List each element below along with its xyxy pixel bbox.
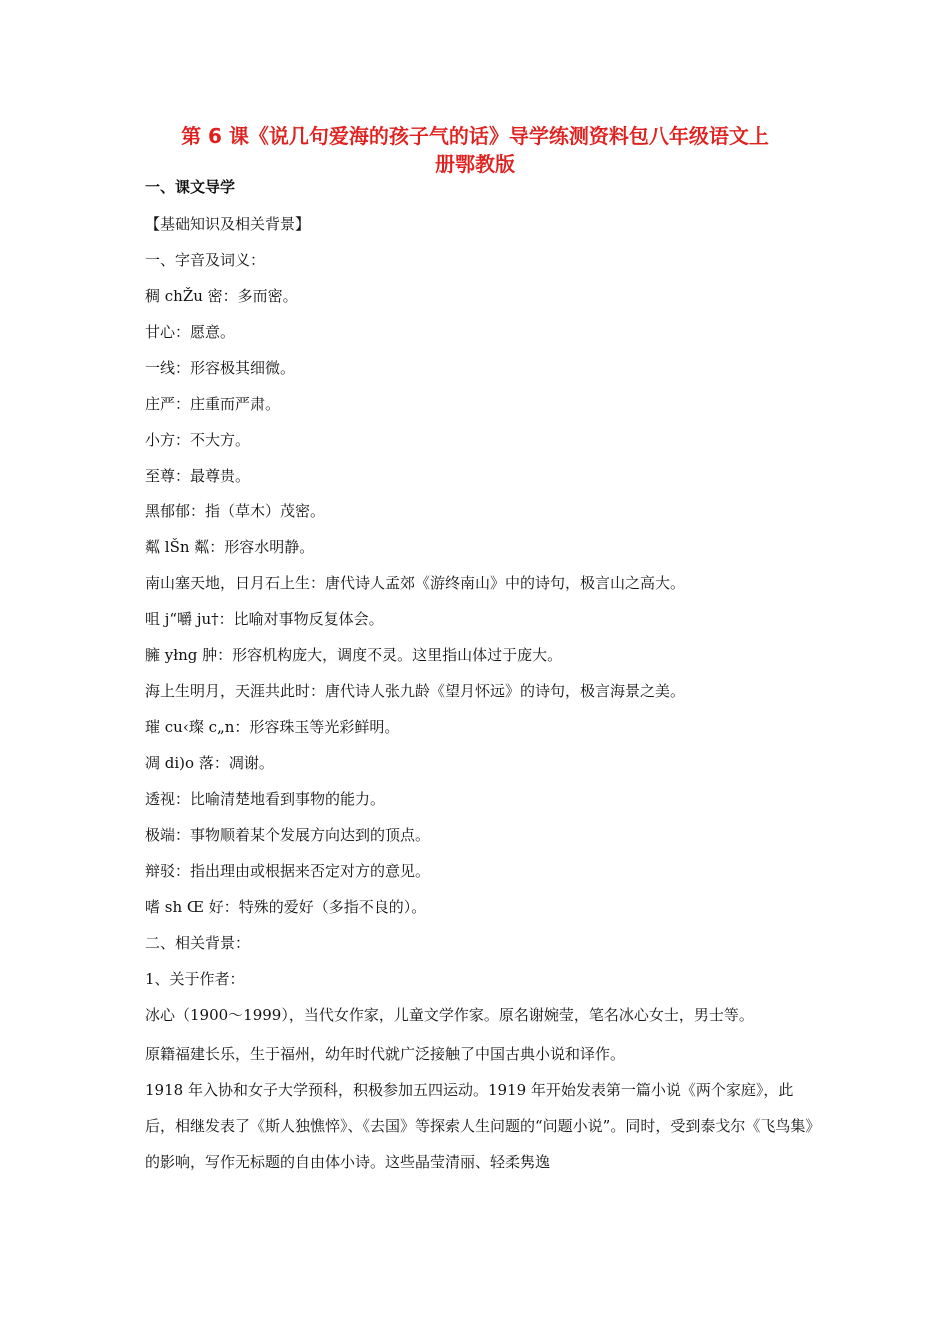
subheading: 【基础知识及相关背景】 — [145, 215, 311, 233]
vocab-item: 辩驳：指出理由或根据来否定对方的意见。 — [145, 862, 431, 880]
vocab-item: 至尊：最尊贵。 — [145, 467, 251, 485]
vocab-item: 一线：形容极其细微。 — [145, 359, 296, 377]
vocab-item: 凋 di)o 落：凋谢。 — [145, 754, 274, 772]
vocab-item: 咀 j“嚼 ju†：比喻对事物反复体会。 — [145, 610, 384, 628]
author-paragraph-2: 原籍福建长乐，生于福州，幼年时代就广泛接触了中国古典小说和译作。 — [145, 1045, 626, 1063]
section-heading: 一、课文导学 — [145, 178, 236, 196]
vocab-item: 南山塞天地，日月石上生：唐代诗人孟郊《游终南山》中的诗句，极言山之高大。 — [145, 574, 686, 592]
vocab-item: 璀 cu‹璨 c„n：形容珠玉等光彩鲜明。 — [145, 718, 400, 736]
vocab-item: 嗜 sh Œ 好：特殊的爱好（多指不良的）。 — [145, 898, 427, 916]
vocab-item: 透视：比喻清楚地看到事物的能力。 — [145, 790, 386, 808]
vocab-item: 海上生明月，天涯共此时：唐代诗人张九龄《望月怀远》的诗句，极言海景之美。 — [145, 682, 686, 700]
vocab-item: 庄严：庄重而严肃。 — [145, 395, 281, 413]
author-heading: 1、关于作者： — [145, 970, 245, 988]
title-line-2: 册鄂教版 — [435, 152, 515, 176]
title-line-1: 第 6 课《说几句爱海的孩子气的话》导学练测资料包八年级语文上 — [181, 124, 769, 148]
author-paragraph-1: 冰心（1900～1999），当代女作家，儿童文学作家。原名谢婉莹，笔名冰心女士，男士等。 — [145, 1006, 754, 1024]
vocab-heading: 一、字音及词义： — [145, 251, 266, 269]
vocab-item: 极端：事物顺着某个发展方向达到的顶点。 — [145, 826, 431, 844]
vocab-item: 粼 lŠn 粼：形容水明静。 — [145, 538, 315, 556]
vocab-item: 甘心：愿意。 — [145, 323, 236, 341]
vocab-item: 稠 chŽu 密：多而密。 — [145, 287, 298, 305]
document-title — [120, 122, 830, 178]
vocab-item: 黑郁郁：指（草木）茂密。 — [145, 502, 326, 520]
author-paragraph-3: 1918 年入协和女子大学预科，积极参加五四运动。1919 年开始发表第一篇小说《两个家庭》，此后，相继发表了《斯人独憔悴》、《去国》等探索人生问题的“问题小说”。同时，受到泰戈尔《飞鸟集》的影响，写作无标题的自由体小诗。这些晶莹清丽、轻柔隽逸 — [145, 1081, 813, 1171]
vocab-item: 臃 yłng 肿：形容机构庞大，调度不灵。这里指山体过于庞大。 — [145, 646, 563, 664]
background-heading: 二、相关背景： — [145, 934, 251, 952]
vocab-item: 小方：不大方。 — [145, 431, 251, 449]
